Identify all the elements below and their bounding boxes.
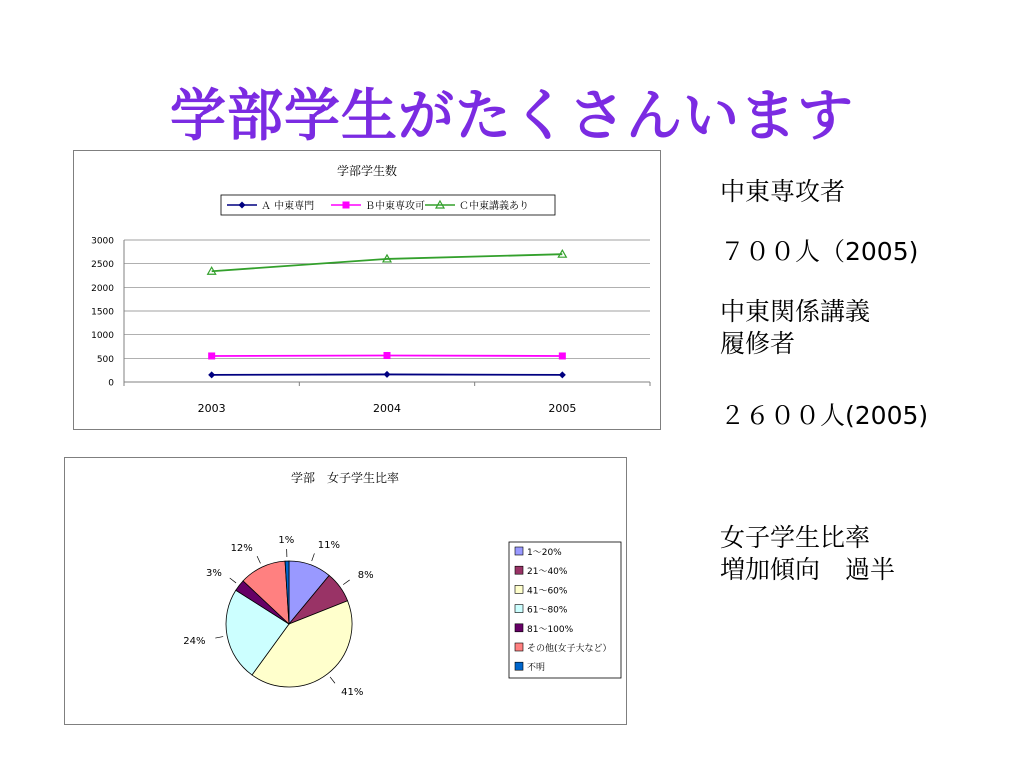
y-tick-label: 2000 [91,283,114,294]
legend-swatch [515,624,523,632]
pie-leader-line [312,553,315,561]
line-chart-svg [74,151,660,429]
data-point [208,352,215,359]
pie-leader-line [230,578,236,583]
side-text-major-count: ７００人（2005) [720,237,919,266]
x-tick-label: 2005 [548,402,577,415]
side-text-middle-east-majors: 中東専攻者 [720,177,846,206]
y-tick-label: 1000 [91,331,114,342]
legend-swatch [515,662,523,670]
data-point [384,352,391,359]
legend-marker [343,202,350,209]
pie-chart [64,457,627,725]
series-line [212,254,563,271]
legend-label: その他(女子大など） [527,644,612,654]
line-chart-legend [221,195,555,215]
legend-swatch [515,585,523,593]
data-point [384,371,391,378]
legend-label: 1～20% [527,548,562,558]
series [208,250,567,274]
pie-leader-line [330,677,335,683]
pie-data-label: 12% [230,543,253,555]
y-tick-label: 500 [96,354,114,365]
legend-label: 61～80% [527,605,568,616]
data-point [559,352,566,359]
y-tick-label: 2500 [91,260,114,271]
data-point [208,371,215,378]
legend-swatch [515,643,523,651]
series [208,371,566,378]
pie-data-label: 41% [341,687,364,699]
legend-swatch [515,605,523,613]
legend-label: 21～40% [527,567,568,578]
pie-data-label: 24% [183,635,206,647]
pie-leader-line [215,637,223,638]
legend-label: Ｂ中東専攻可 [365,201,425,212]
pie-chart-svg [65,458,626,724]
pie-data-label: 1% [278,535,295,547]
legend-label: 41～60% [527,586,568,597]
y-tick-label: 1500 [91,307,114,318]
legend-label: 81～100% [527,624,574,635]
pie-data-label: 3% [205,567,222,579]
legend-swatch [515,547,523,555]
pie-leader-line [257,556,260,563]
line-chart [73,150,661,430]
pie-chart-title: 学部 女子学生比率 [290,471,400,485]
pie-data-label: 8% [357,570,374,582]
pie-chart-legend [509,542,621,678]
x-tick-label: 2003 [197,402,226,415]
line-chart-title: 学部学生数 [336,164,398,178]
data-point [559,371,566,378]
legend-label: 不明 [527,663,546,674]
legend-label: Ｃ中東講義あり [459,201,529,212]
side-text-course-takers: 中東関係講義 履修者 [720,297,871,358]
side-text-female-ratio: 女子学生比率 増加傾向 過半 [720,523,896,584]
side-text-course-count: ２６００人(2005) [720,401,929,430]
y-tick-label: 3000 [91,236,114,247]
legend-label: Ａ 中東専門 [261,201,315,212]
pie-leader-line [343,580,349,585]
y-tick-label: 0 [108,378,114,389]
pie-data-label: 11% [317,540,341,552]
slide-title: 学部学生がたくさんいます [170,84,854,149]
x-tick-label: 2004 [373,402,401,415]
legend-swatch [515,566,523,574]
